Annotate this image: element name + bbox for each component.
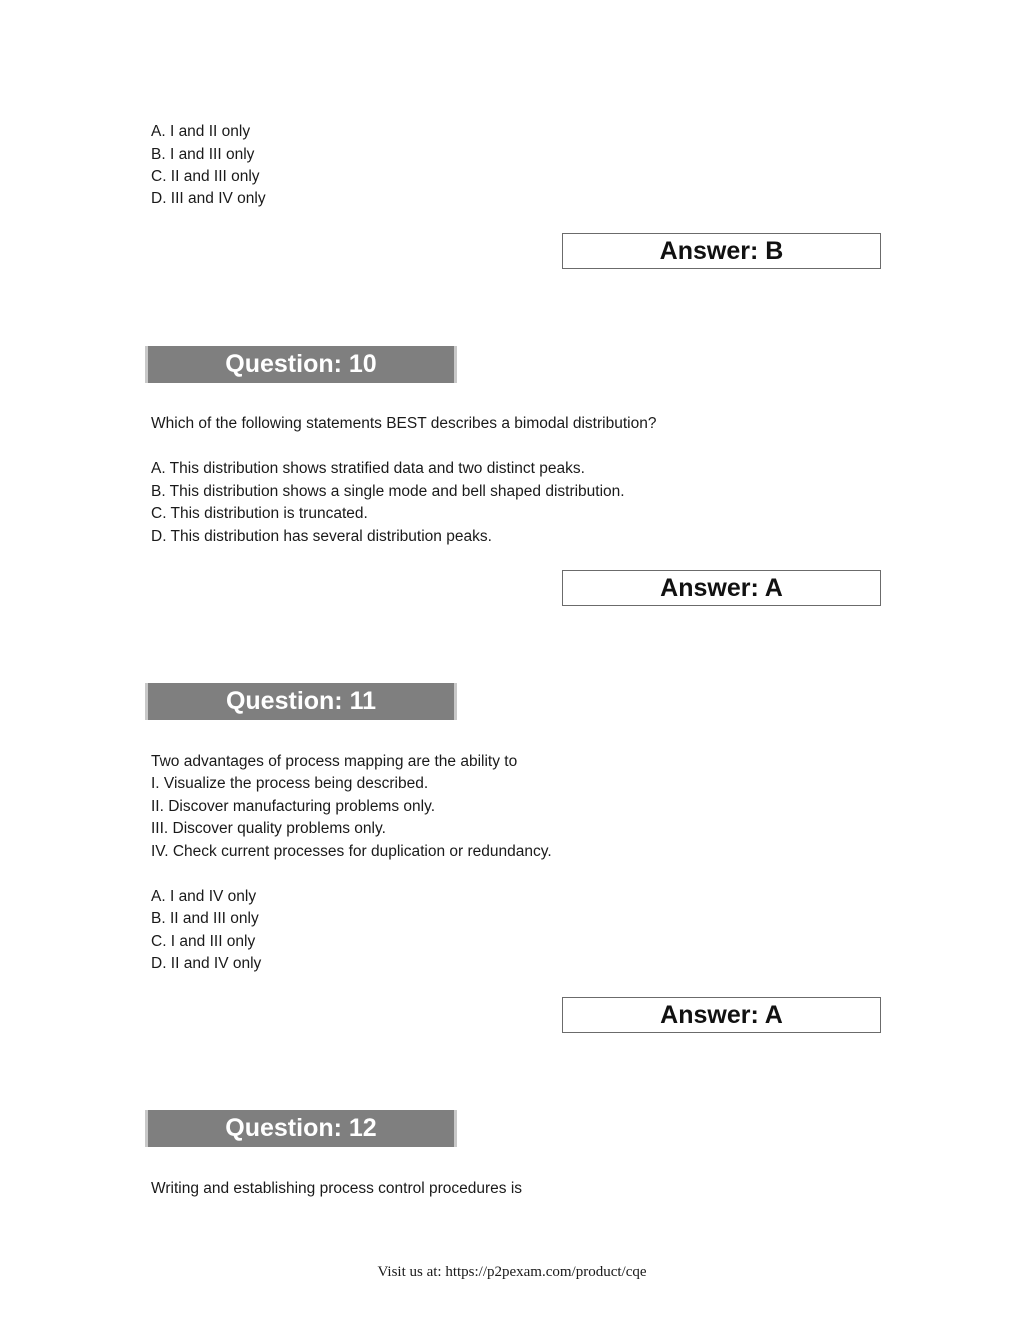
q9-option-a: A. I and II only xyxy=(151,123,251,140)
q9-answer-box xyxy=(562,233,881,269)
q11-title: Question: 11 xyxy=(225,687,377,715)
q11-answer-box xyxy=(562,997,881,1033)
q11-statement-1: I. Visualize the process being described. xyxy=(151,775,429,792)
q10-answer-box xyxy=(562,570,881,606)
footer-link-text: Visit us at: https://p2pexam.com/product/cqe xyxy=(377,1264,647,1280)
q11-option-c: C. I and III only xyxy=(151,933,256,950)
q10-option-a: A. This distribution shows stratified data and two distinct peaks. xyxy=(151,460,585,477)
q10-answer-label: Answer: A xyxy=(660,573,783,602)
q11-answer-label: Answer: A xyxy=(660,1000,783,1029)
q12-header xyxy=(145,1110,457,1147)
q11-question-text: Two advantages of process mapping are the ability to xyxy=(151,753,518,770)
q9-option-c: C. II and III only xyxy=(151,168,260,185)
q11-header xyxy=(145,683,457,720)
q11-option-a: A. I and IV only xyxy=(151,888,257,905)
q10-option-c: C. This distribution is truncated. xyxy=(151,505,368,522)
q9-answer-label: Answer: B xyxy=(659,236,784,265)
q9-option-b: B. I and III only xyxy=(151,146,255,163)
q11-statement-3: III. Discover quality problems only. xyxy=(151,820,386,837)
q11-statement-2: II. Discover manufacturing problems only. xyxy=(151,798,435,815)
q12-title: Question: 12 xyxy=(225,1114,377,1142)
q11-option-d: D. II and IV only xyxy=(151,955,262,972)
q10-option-d: D. This distribution has several distribution peaks. xyxy=(151,528,492,545)
q10-header xyxy=(145,346,457,383)
q12-question-text: Writing and establishing process control procedures is xyxy=(151,1180,523,1197)
q10-title: Question: 10 xyxy=(225,350,377,378)
q11-option-b: B. II and III only xyxy=(151,910,259,927)
q10-option-b: B. This distribution shows a single mode and bell shaped distribution. xyxy=(151,483,625,500)
q11-statement-4: IV. Check current processes for duplication or redundancy. xyxy=(151,843,552,860)
q9-option-d: D. III and IV only xyxy=(151,190,266,207)
q10-question-text: Which of the following statements BEST describes a bimodal distribution? xyxy=(151,415,657,432)
